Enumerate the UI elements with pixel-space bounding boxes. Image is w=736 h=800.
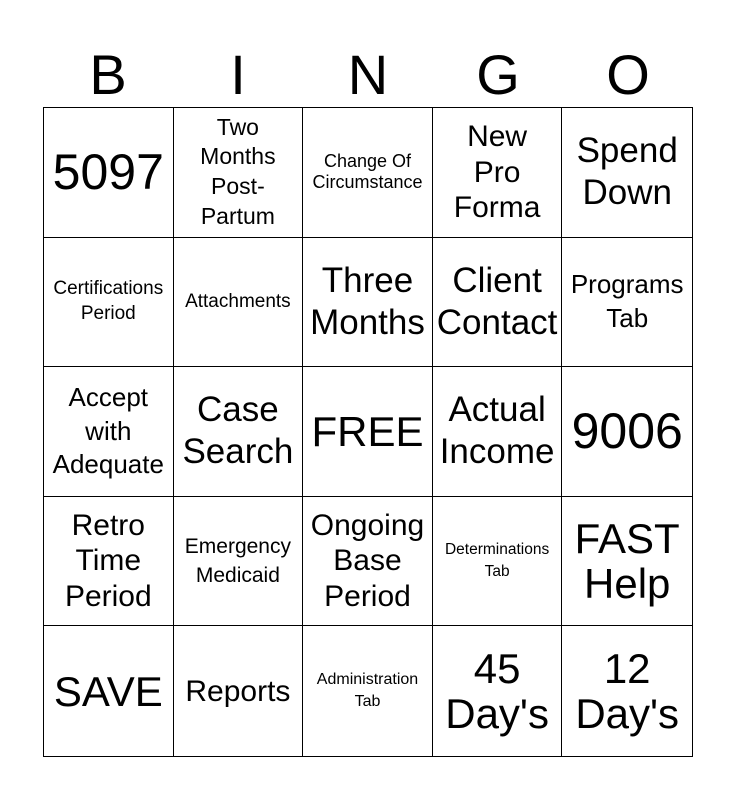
cell-label: Certifications Period	[53, 278, 164, 324]
bingo-cell[interactable]	[174, 238, 304, 368]
bingo-cell[interactable]	[303, 238, 433, 368]
bingo-header	[43, 42, 693, 108]
bingo-cell[interactable]	[44, 108, 174, 238]
bingo-cell[interactable]	[562, 626, 692, 756]
cell-label: New Pro Forma	[453, 120, 541, 224]
bingo-cell[interactable]	[562, 238, 692, 368]
header-letter-n: N	[347, 43, 389, 106]
cell-label: SAVE	[53, 667, 163, 715]
bingo-cell[interactable]	[433, 108, 563, 238]
bingo-card-grid	[43, 107, 693, 757]
cell-label: Accept with Adequate	[52, 381, 164, 480]
bingo-cell[interactable]	[44, 626, 174, 756]
bingo-cell[interactable]	[44, 367, 174, 497]
bingo-cell[interactable]	[433, 367, 563, 497]
cell-label: 5097	[52, 144, 164, 201]
cell-label: Ongoing Base Period	[310, 509, 425, 613]
bingo-cell free-space[interactable]	[303, 367, 433, 497]
cell-label: Emergency Medicaid	[184, 534, 291, 588]
cell-label: FAST Help	[574, 514, 680, 608]
cell-label: Reports	[185, 674, 291, 708]
header-letter-g: G	[476, 43, 520, 106]
bingo-cell[interactable]	[44, 238, 174, 368]
bingo-cell[interactable]	[433, 497, 563, 627]
cell-label: Three Months	[310, 260, 425, 342]
cell-label: Programs Tab	[570, 269, 684, 333]
header-letter-b: B	[89, 43, 127, 106]
cell-label: Spend Down	[576, 131, 678, 213]
header-letter-o: O	[606, 43, 650, 106]
bingo-cell[interactable]	[303, 626, 433, 756]
bingo-cell[interactable]	[562, 497, 692, 627]
bingo-cell[interactable]	[174, 108, 304, 238]
bingo-cell[interactable]	[174, 626, 304, 756]
cell-label: Case Search	[182, 390, 294, 472]
cell-label: Attachments	[185, 290, 291, 312]
bingo-cell[interactable]	[303, 108, 433, 238]
cell-label: 12 Day's	[575, 644, 680, 738]
header-letter-i: I	[230, 43, 246, 106]
cell-label: Two Months Post-Partum	[200, 113, 276, 230]
bingo-cell[interactable]	[174, 497, 304, 627]
bingo-cell[interactable]	[433, 238, 563, 368]
bingo-cell[interactable]	[562, 108, 692, 238]
cell-label: FREE	[311, 407, 424, 455]
bingo-cell[interactable]	[174, 367, 304, 497]
bingo-cell[interactable]	[303, 497, 433, 627]
cell-label: 9006	[571, 403, 683, 460]
cell-label: Administration Tab	[316, 670, 419, 711]
cell-label: Client Contact	[436, 260, 558, 342]
cell-label: Determinations Tab	[444, 541, 550, 581]
bingo-cell[interactable]	[433, 626, 563, 756]
cell-label: Retro Time Period	[64, 509, 152, 613]
bingo-cell[interactable]	[44, 497, 174, 627]
cell-label: Actual Income	[439, 390, 555, 472]
cell-label: Change Of Circumstance	[312, 150, 423, 193]
cell-label: 45 Day's	[445, 644, 549, 738]
bingo-cell[interactable]	[562, 367, 692, 497]
